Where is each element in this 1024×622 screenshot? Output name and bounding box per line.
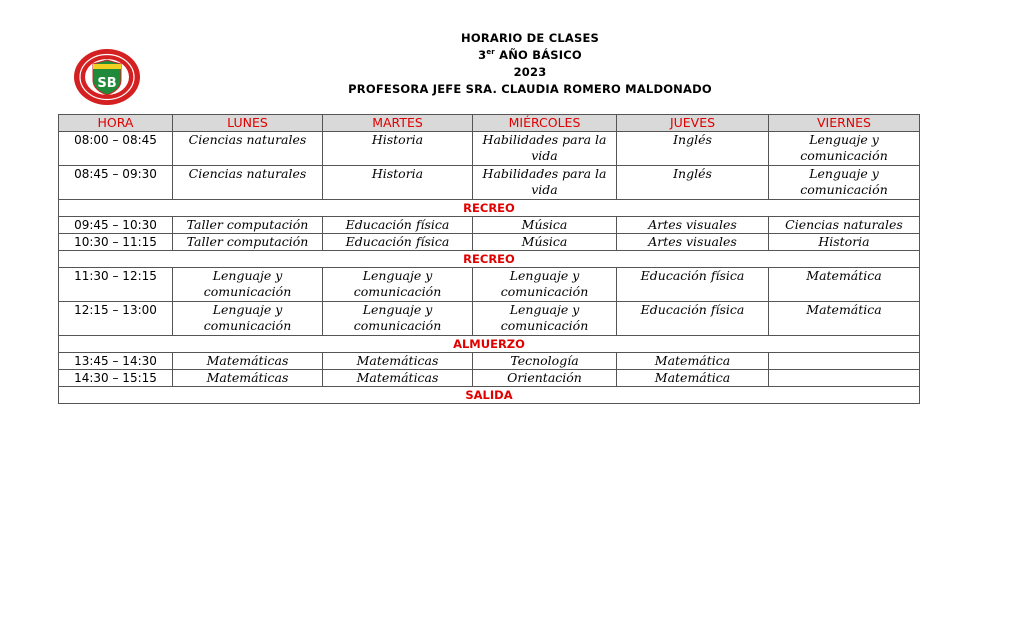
subject-cell: Educación física [617, 268, 769, 302]
break-label: RECREO [59, 200, 920, 217]
schedule-title: HORARIO DE CLASES [461, 31, 599, 45]
schedule-header [250, 30, 810, 98]
subject-cell: Ciencias naturales [173, 132, 323, 166]
subject-cell: Matemática [769, 302, 920, 336]
subject-cell: Matemáticas [173, 370, 323, 387]
subject-cell: Educación física [323, 234, 473, 251]
table-row [59, 370, 920, 387]
school-logo [73, 48, 141, 106]
table-row [59, 353, 920, 370]
teacher-name: PROFESORA JEFE SRA. CLAUDIA ROMERO MALDONADO [348, 82, 712, 96]
time-slot: 10:30 – 11:15 [59, 234, 173, 251]
subject-cell: Matemática [769, 268, 920, 302]
grade-number: 3 [478, 48, 487, 62]
time-slot: 13:45 – 14:30 [59, 353, 173, 370]
subject-cell: Habilidades para la vida [473, 132, 617, 166]
break-row [59, 387, 920, 404]
grade-text: AÑO BÁSICO [494, 48, 582, 62]
table-row [59, 234, 920, 251]
schedule-body [59, 132, 920, 404]
time-slot: 11:30 – 12:15 [59, 268, 173, 302]
column-header-3: MIÉRCOLES [473, 115, 617, 132]
grade-superscript: er [486, 48, 495, 56]
subject-cell: Taller computación [173, 217, 323, 234]
break-label: ALMUERZO [59, 336, 920, 353]
subject-cell: Lenguaje y comunicación [473, 302, 617, 336]
table-row [59, 302, 920, 336]
school-year: 2023 [513, 65, 547, 79]
table-row [59, 268, 920, 302]
subject-cell: Orientación [473, 370, 617, 387]
subject-cell: Artes visuales [617, 234, 769, 251]
subject-cell [769, 370, 920, 387]
break-row [59, 251, 920, 268]
subject-cell: Lenguaje y comunicación [769, 166, 920, 200]
subject-cell: Inglés [617, 132, 769, 166]
break-label: RECREO [59, 251, 920, 268]
subject-cell: Matemática [617, 370, 769, 387]
table-row [59, 217, 920, 234]
subject-cell: Educación física [617, 302, 769, 336]
time-slot: 09:45 – 10:30 [59, 217, 173, 234]
subject-cell: Lenguaje y comunicación [323, 302, 473, 336]
subject-cell: Historia [323, 166, 473, 200]
subject-cell: Ciencias naturales [173, 166, 323, 200]
subject-cell: Lenguaje y comunicación [323, 268, 473, 302]
subject-cell: Música [473, 234, 617, 251]
subject-cell: Tecnología [473, 353, 617, 370]
subject-cell: Historia [769, 234, 920, 251]
time-slot: 08:45 – 09:30 [59, 166, 173, 200]
subject-cell: Habilidades para la vida [473, 166, 617, 200]
column-header-5: VIERNES [769, 115, 920, 132]
subject-cell: Matemáticas [173, 353, 323, 370]
grade-line [250, 47, 810, 64]
subject-cell: Lenguaje y comunicación [173, 302, 323, 336]
subject-cell: Educación física [323, 217, 473, 234]
subject-cell: Historia [323, 132, 473, 166]
subject-cell [769, 353, 920, 370]
subject-cell: Matemáticas [323, 370, 473, 387]
time-slot: 08:00 – 08:45 [59, 132, 173, 166]
column-header-0: HORA [59, 115, 173, 132]
table-header-row [59, 115, 920, 132]
subject-cell: Música [473, 217, 617, 234]
break-label: SALIDA [59, 387, 920, 404]
subject-cell: Matemáticas [323, 353, 473, 370]
subject-cell: Artes visuales [617, 217, 769, 234]
subject-cell: Taller computación [173, 234, 323, 251]
time-slot: 14:30 – 15:15 [59, 370, 173, 387]
column-header-4: JUEVES [617, 115, 769, 132]
schedule-table [58, 114, 920, 404]
subject-cell: Lenguaje y comunicación [769, 132, 920, 166]
break-row [59, 200, 920, 217]
column-header-2: MARTES [323, 115, 473, 132]
subject-cell: Lenguaje y comunicación [473, 268, 617, 302]
table-row [59, 166, 920, 200]
subject-cell: Matemática [617, 353, 769, 370]
subject-cell: Inglés [617, 166, 769, 200]
table-row [59, 132, 920, 166]
break-row [59, 336, 920, 353]
subject-cell: Ciencias naturales [769, 217, 920, 234]
time-slot: 12:15 – 13:00 [59, 302, 173, 336]
subject-cell: Lenguaje y comunicación [173, 268, 323, 302]
logo-initials: SB [97, 76, 117, 91]
column-header-1: LUNES [173, 115, 323, 132]
